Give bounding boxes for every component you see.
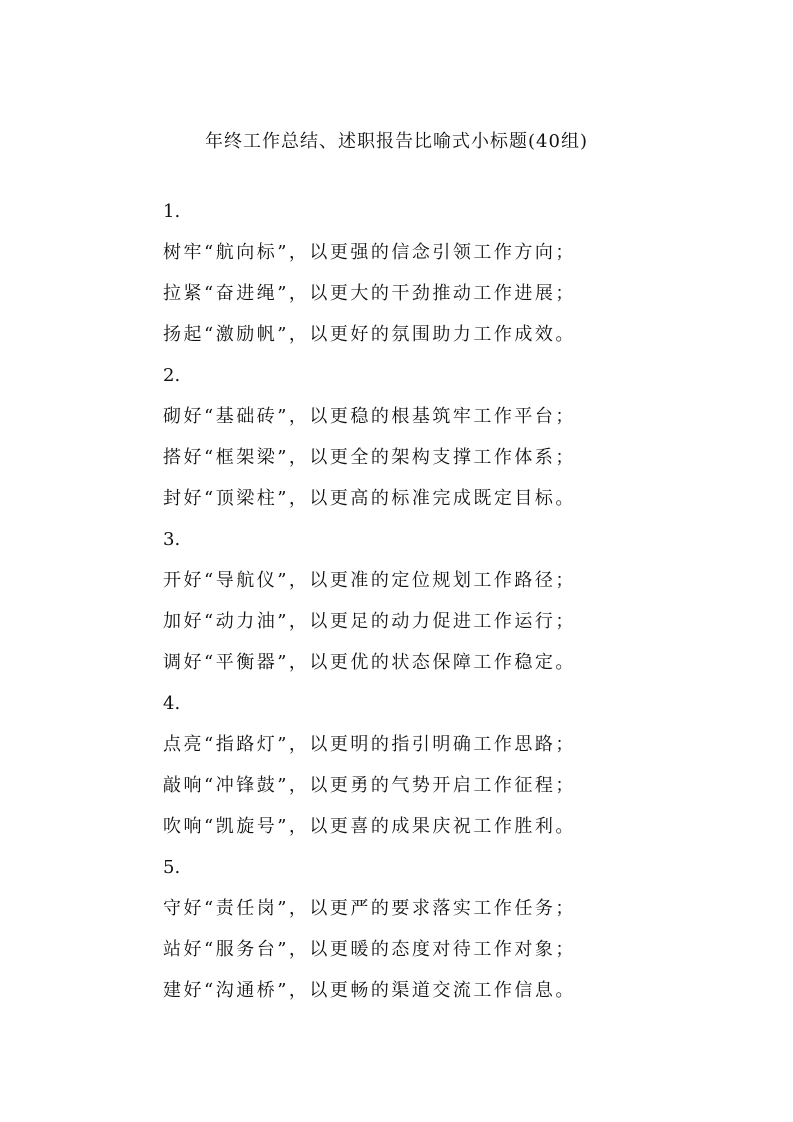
section-line: 拉紧“奋进绳”，以更大的干劲推动工作进展； — [163, 283, 576, 304]
section-2 — [163, 362, 603, 512]
section-line: 点亮“指路灯”，以更明的指引明确工作思路； — [163, 734, 576, 755]
section-line: 建好“沟通桥”，以更畅的渠道交流工作信息。 — [163, 980, 576, 1001]
section-line: 封好“顶梁柱”，以更高的标准完成既定目标。 — [163, 488, 576, 509]
section-line: 加好“动力油”，以更足的动力促进工作运行； — [163, 611, 576, 632]
section-line: 扬起“激励帆”，以更好的氛围助力工作成效。 — [163, 324, 576, 345]
section-line: 树牢“航向标”，以更强的信念引领工作方向； — [163, 242, 576, 263]
section-line: 搭好“框架梁”，以更全的架构支撑工作体系； — [163, 447, 576, 468]
section-number: 5. — [163, 857, 181, 878]
section-line: 站好“服务台”，以更暖的态度对待工作对象； — [163, 939, 576, 960]
section-number: 4. — [163, 693, 181, 714]
section-4 — [163, 690, 603, 840]
section-line: 开好“导航仪”，以更准的定位规划工作路径； — [163, 570, 576, 591]
section-1 — [163, 198, 603, 348]
section-number: 2. — [163, 365, 181, 386]
section-3 — [163, 526, 603, 676]
section-line: 吹响“凯旋号”，以更喜的成果庆祝工作胜利。 — [163, 816, 576, 837]
section-5 — [163, 854, 603, 1004]
section-number: 1. — [163, 201, 181, 222]
section-line: 调好“平衡器”，以更优的状态保障工作稳定。 — [163, 652, 576, 673]
section-number: 3. — [163, 529, 181, 550]
section-line: 砌好“基础砖”，以更稳的根基筑牢工作平台； — [163, 406, 576, 427]
document-title: 年终工作总结、述职报告比喻式小标题(40组) — [205, 131, 588, 152]
section-line: 守好“责任岗”，以更严的要求落实工作任务； — [163, 898, 576, 919]
document-body — [163, 198, 603, 1018]
section-line: 敲响“冲锋鼓”，以更勇的气势开启工作征程； — [163, 775, 576, 796]
